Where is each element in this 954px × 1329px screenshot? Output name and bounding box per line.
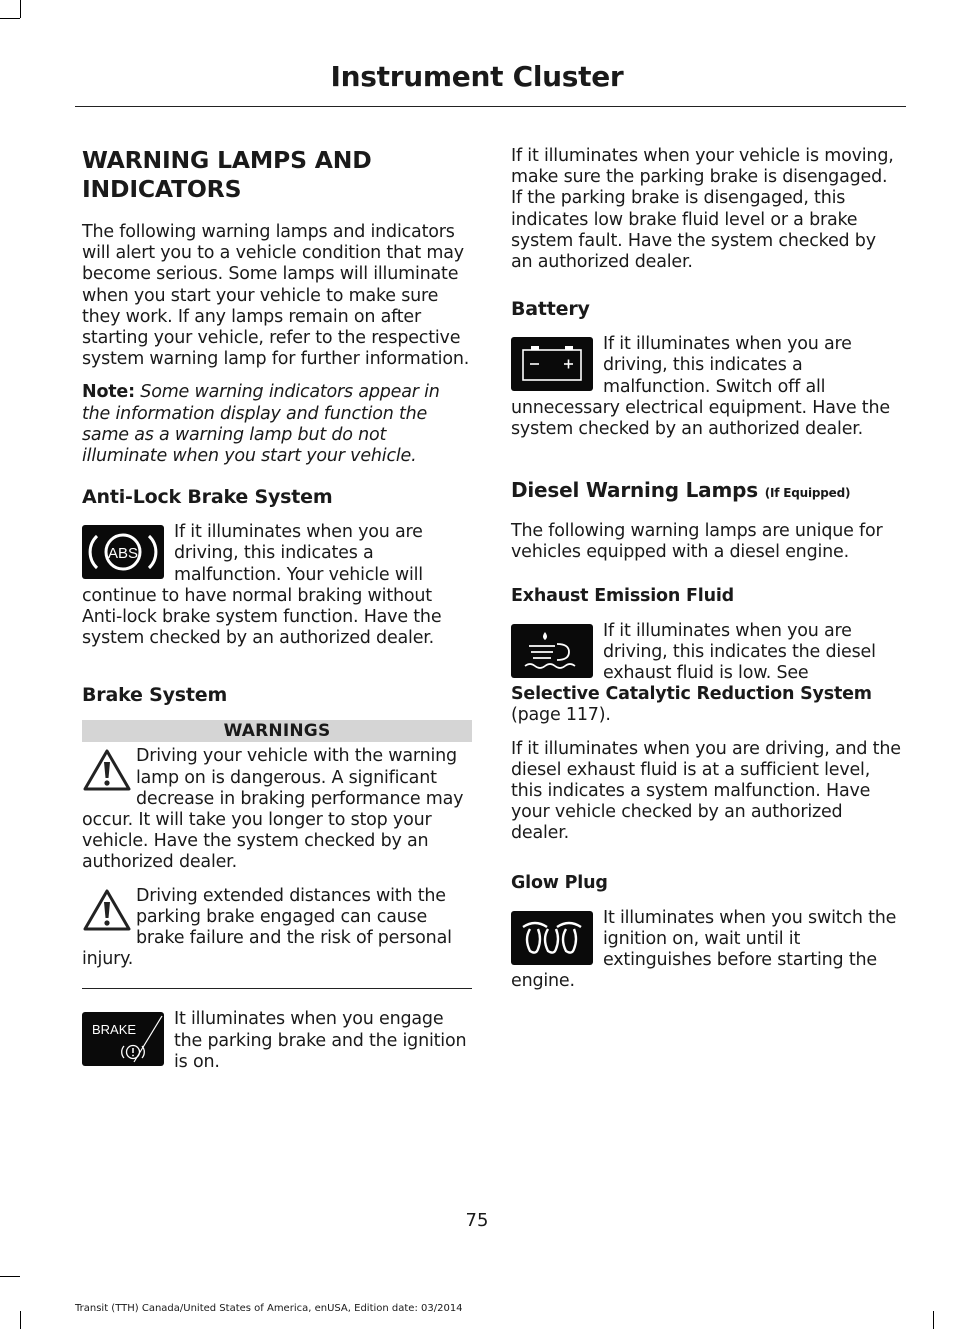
scr-reference-link[interactable]: Selective Catalytic Reduction System bbox=[511, 684, 872, 705]
crop-mark bbox=[0, 18, 20, 19]
battery-text: If it illuminates when you are driving, this indicates a malfunction. Switch off all unnecessary electrical equipment. Have the system checked by an authorized dealer. bbox=[511, 334, 890, 440]
crop-mark bbox=[933, 1311, 934, 1329]
note-paragraph bbox=[82, 382, 472, 467]
crop-mark bbox=[20, 1311, 21, 1329]
def-heading: Exhaust Emission Fluid bbox=[511, 585, 734, 606]
brake-heading: Brake System bbox=[82, 684, 228, 707]
section-heading: WARNING LAMPS AND INDICATORS bbox=[82, 146, 372, 203]
brake-continued-text: If it illuminates when your vehicle is moving, make sure the parking brake is disengaged. If the parking brake is disengaged, this indicates low brake fluid level or a brake system fault. Have the system checked by an authorized dealer. bbox=[511, 146, 894, 273]
def-text-before: If it illuminates when you are driving, this indicates the diesel exhaust fluid is low. See bbox=[603, 620, 876, 684]
def-text-2: If it illuminates when you are driving, and the diesel exhaust fluid is at a sufficient level, this indicates a system malfunction. Have your vehicle checked by an authorized dealer. bbox=[511, 738, 901, 844]
brake-warning-icon bbox=[82, 1012, 164, 1066]
brake-text: It illuminates when you engage the parking brake and the ignition is on. bbox=[174, 1009, 467, 1072]
header-rule bbox=[75, 106, 906, 107]
warnings-divider bbox=[82, 988, 472, 989]
def-ref-page: (page 117). bbox=[511, 705, 611, 726]
diesel-intro: The following warning lamps are unique for vehicles equipped with a diesel engine. bbox=[511, 521, 883, 563]
warning-text-2: Driving extended distances with the parking brake engaged can cause brake failure and the risk of personal injury. bbox=[82, 885, 452, 970]
warning-text-1: Driving your vehicle with the warning lamp on is dangerous. A significant decrease in braking performance may occur. It will take you longer to stop your vehicle. Have the system checked by an authorized dealer. bbox=[82, 746, 464, 873]
right-column bbox=[511, 146, 901, 1004]
diesel-heading-text: Diesel Warning Lamps bbox=[511, 478, 758, 503]
warning-triangle-icon bbox=[82, 748, 132, 792]
abs-text: If it illuminates when you are driving, this indicates a malfunction. Your vehicle will continue to have normal braking without Anti-lock brake system function. Have the system checked by an authorized dealer. bbox=[82, 522, 442, 649]
page-number: 75 bbox=[465, 1210, 489, 1231]
warnings-label: WARNINGS bbox=[82, 720, 472, 742]
battery-heading: Battery bbox=[511, 298, 590, 321]
warning-triangle-icon bbox=[82, 888, 132, 932]
glow-plug-heading: Glow Plug bbox=[511, 872, 608, 893]
abs-icon-label: ABS bbox=[107, 545, 139, 563]
intro-paragraph: The following warning lamps and indicators will alert you to a vehicle condition that may become serious. Some lamps will illuminate when you start your vehicle to make sure they work. If any lamps remain on after starting your vehicle, refer to the respective system warning lamp for further information. bbox=[82, 222, 470, 370]
note-label: Note: bbox=[82, 382, 135, 403]
abs-heading: Anti-Lock Brake System bbox=[82, 486, 333, 509]
left-column bbox=[82, 146, 472, 1085]
brake-icon-label: BRAKE bbox=[92, 1022, 137, 1038]
diesel-heading bbox=[511, 478, 901, 505]
glow-plug-icon bbox=[511, 911, 593, 965]
footer-edition-text: Transit (TTH) Canada/United States of America, enUSA, Edition date: 03/2014 bbox=[75, 1303, 463, 1314]
exhaust-fluid-icon bbox=[511, 624, 593, 678]
crop-mark bbox=[20, 0, 21, 18]
note-text: Some warning indicators appear in the information display and function the same as a warning lamp but do not illuminate when you start your vehicle. bbox=[82, 382, 440, 467]
crop-mark bbox=[0, 1276, 20, 1277]
page-header-title: Instrument Cluster bbox=[330, 60, 624, 93]
abs-warning-icon bbox=[82, 525, 164, 579]
diesel-heading-suffix: (If Equipped) bbox=[764, 486, 851, 501]
battery-icon bbox=[511, 337, 593, 391]
glow-plug-text: It illuminates when you switch the ignition on, wait until it extinguishes before starting the engine. bbox=[511, 907, 897, 992]
